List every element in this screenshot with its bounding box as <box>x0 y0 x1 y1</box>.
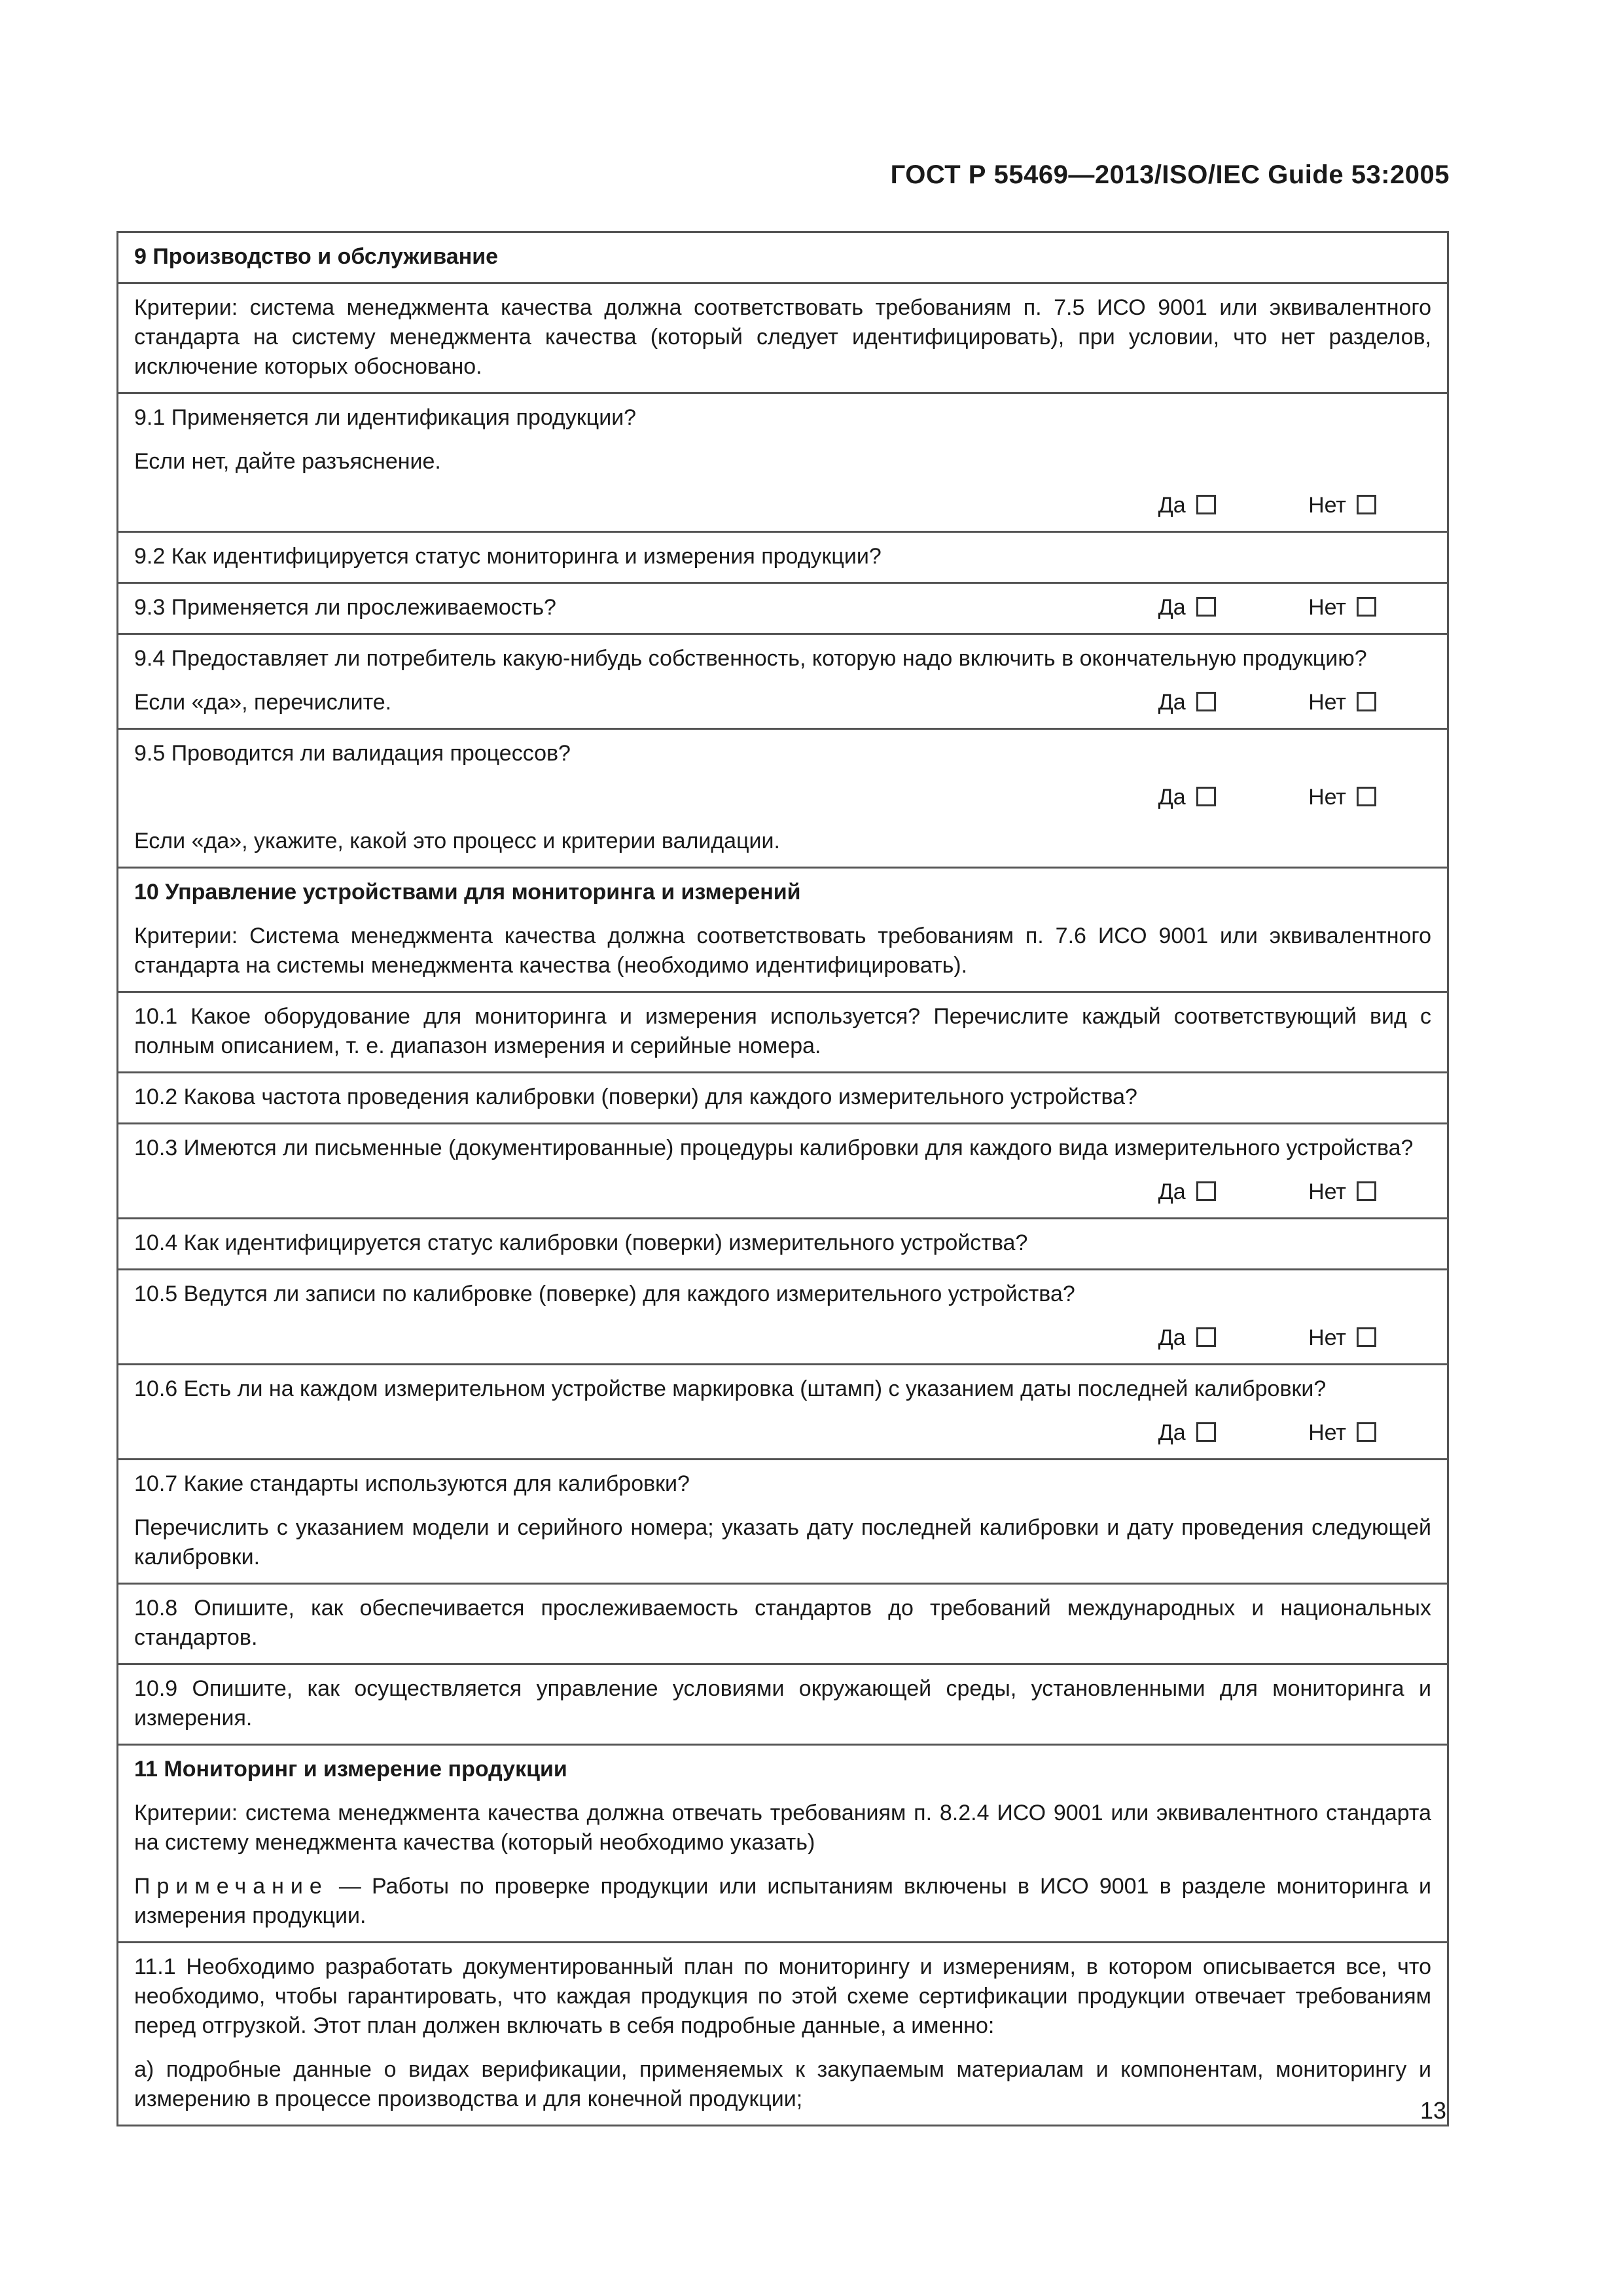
question-text: 9.5 Проводится ли валидация процессов? <box>134 741 571 766</box>
table-row <box>118 583 1448 634</box>
table-row <box>118 532 1448 583</box>
question-text: 10.6 Есть ли на каждом измерительном устройстве маркировка (штамп) с указанием даты последней калибровки? <box>134 1376 1327 1401</box>
yes-checkbox[interactable] <box>1196 787 1216 806</box>
no-checkbox[interactable] <box>1357 1181 1376 1201</box>
yes-label: Да <box>1158 1420 1186 1445</box>
question-text: 10.8 Опишите, как обеспечивается прослеживаемость стандартов до требований международных и национальных стандартов. <box>134 1596 1431 1650</box>
section-title: 9 Производство и обслуживание <box>134 244 499 269</box>
table-row <box>118 1219 1448 1270</box>
no-checkbox[interactable] <box>1357 1327 1376 1347</box>
table-row <box>118 634 1448 729</box>
note-text <box>134 1872 1431 1931</box>
yes-label: Да <box>1158 1179 1186 1204</box>
table-row <box>118 232 1448 283</box>
yes-checkbox[interactable] <box>1196 1327 1216 1347</box>
question-note: Если нет, дайте разъяснение. <box>134 449 441 474</box>
table-row <box>118 1664 1448 1745</box>
table-row <box>118 1124 1448 1219</box>
section-title: 10 Управление устройствами для мониторинга и измерений <box>134 880 801 905</box>
criteria-text: Критерии: система менеджмента качества должна соответствовать требованиям п. 7.5 ИСО 9001 или эквивалентного стандарта на систему менеджмента качества (который следует идентифицировать), при условии, что нет разделов, исключение которых обосновано. <box>134 295 1431 379</box>
table-row <box>118 1270 1448 1365</box>
yes-label: Да <box>1158 1325 1186 1350</box>
yes-checkbox[interactable] <box>1196 1181 1216 1201</box>
table-row <box>118 1460 1448 1584</box>
table-row <box>118 1943 1448 2126</box>
table-row <box>118 1073 1448 1124</box>
question-text: 9.4 Предоставляет ли потребитель какую-нибудь собственность, которую надо включить в окончательную продукцию? <box>134 646 1367 671</box>
question-note: Если «да», укажите, какой это процесс и критерии валидации. <box>134 829 780 853</box>
no-label: Нет <box>1308 1420 1346 1445</box>
table-row <box>118 992 1448 1073</box>
no-label: Нет <box>1308 690 1346 715</box>
yes-label: Да <box>1158 493 1186 518</box>
table-row <box>118 1745 1448 1943</box>
yes-label: Да <box>1158 595 1186 620</box>
page-number: 13 <box>1419 2097 1446 2124</box>
question-note: Если «да», перечислите. <box>134 690 392 715</box>
no-label: Нет <box>1308 493 1346 518</box>
yes-no-group <box>1158 593 1376 622</box>
no-label: Нет <box>1308 1325 1346 1350</box>
no-checkbox[interactable] <box>1357 495 1376 514</box>
yes-checkbox[interactable] <box>1196 1422 1216 1442</box>
question-text: 10.1 Какое оборудование для мониторинга и измерения используется? Перечислите каждый соответствующий вид с полным описанием, т. е. диапазон измерения и серийные номера. <box>134 1004 1431 1058</box>
question-text: 10.2 Какова частота проведения калибровки (поверки) для каждого измерительного устройства? <box>134 1085 1137 1109</box>
no-checkbox[interactable] <box>1357 787 1376 806</box>
table-row <box>118 729 1448 868</box>
table-row <box>118 1584 1448 1664</box>
yes-checkbox[interactable] <box>1196 597 1216 617</box>
yes-no-group <box>134 491 1431 520</box>
question-text: 9.1 Применяется ли идентификация продукции? <box>134 405 637 430</box>
yes-no-group <box>134 1323 1431 1353</box>
question-note: Перечислить с указанием модели и серийного номера; указать дату последней калибровки и дату проведения следующей калибровки. <box>134 1515 1431 1570</box>
yes-no-group <box>134 1177 1431 1207</box>
no-checkbox[interactable] <box>1357 1422 1376 1442</box>
no-checkbox[interactable] <box>1357 597 1376 617</box>
note-label: Примечание <box>134 1874 329 1899</box>
table-row <box>118 1365 1448 1460</box>
no-label: Нет <box>1308 785 1346 810</box>
note-body: — Работы по проверке продукции или испытаниям включены в ИСО 9001 в разделе мониторинга и измерения продукции. <box>134 1874 1431 1928</box>
yes-no-group <box>1158 688 1376 717</box>
no-checkbox[interactable] <box>1357 692 1376 711</box>
yes-no-group <box>134 1418 1431 1448</box>
question-text: 10.3 Имеются ли письменные (документированные) процедуры калибровки для каждого вида измерительного устройства? <box>134 1136 1414 1160</box>
question-text: 10.4 Как идентифицируется статус калибровки (поверки) измерительного устройства? <box>134 1230 1028 1255</box>
yes-checkbox[interactable] <box>1196 495 1216 514</box>
yes-label: Да <box>1158 785 1186 810</box>
question-text: 11.1 Необходимо разработать документированный план по мониторингу и измерениям, в котором описывается все, что необходимо, чтобы гарантировать, что каждая продукция по этой схеме сертификации продукции отвечает требованиям перед отгрузкой. Этот план должен включать в себя подробные данные, а именно: <box>134 1954 1431 2038</box>
yes-label: Да <box>1158 690 1186 715</box>
document-header: ГОСТ Р 55469—2013/ISO/IEC Guide 53:2005 <box>890 160 1450 189</box>
criteria-text: Критерии: система менеджмента качества должна отвечать требованиям п. 8.2.4 ИСО 9001 или эквивалентного стандарта на систему менеджмента качества (который необходимо указать) <box>134 1801 1431 1855</box>
question-text: 10.5 Ведутся ли записи по калибровке (поверке) для каждого измерительного устройства? <box>134 1282 1075 1306</box>
checklist-table <box>116 231 1449 2126</box>
question-text: 9.3 Применяется ли прослеживаемость? <box>134 595 556 620</box>
question-text: 10.7 Какие стандарты используются для калибровки? <box>134 1471 690 1496</box>
question-text: 9.2 Как идентифицируется статус мониторинга и измерения продукции? <box>134 544 882 569</box>
list-item: а) подробные данные о видах верификации, применяемых к закупаемым материалам и компонентам, мониторингу и измерению в процессе производства и для конечной продукции; <box>134 2057 1431 2111</box>
table-row <box>118 283 1448 393</box>
no-label: Нет <box>1308 1179 1346 1204</box>
no-label: Нет <box>1308 595 1346 620</box>
table-row <box>118 868 1448 992</box>
question-text: 10.9 Опишите, как осуществляется управление условиями окружающей среды, установленными для мониторинга и измерения. <box>134 1676 1431 1731</box>
section-title: 11 Мониторинг и измерение продукции <box>134 1757 567 1782</box>
table-row <box>118 393 1448 532</box>
yes-checkbox[interactable] <box>1196 692 1216 711</box>
criteria-text: Критерии: Система менеджмента качества должна соответствовать требованиям п. 7.6 ИСО 9001 или эквивалентного стандарта на системы менеджмента качества (необходимо идентифицировать). <box>134 924 1431 978</box>
yes-no-group <box>134 783 1431 812</box>
